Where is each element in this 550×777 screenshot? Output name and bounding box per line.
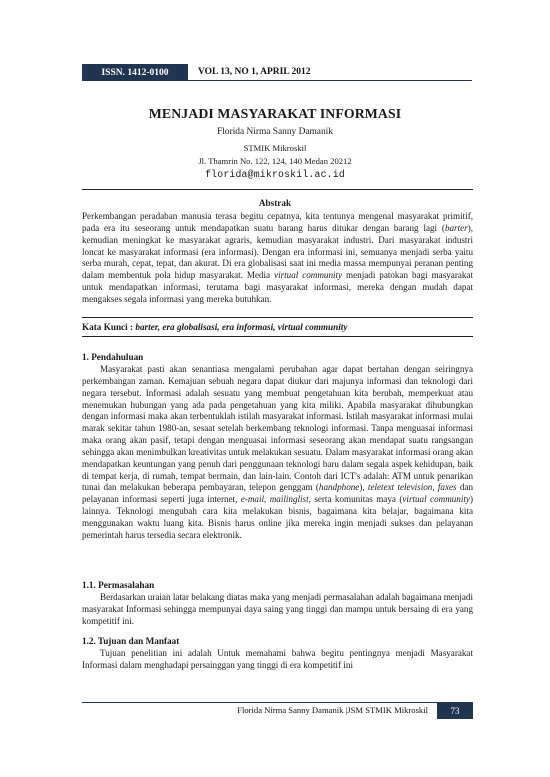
section-text-tujuan: Tujuan penelitian ini adalah Untuk memahami bahwa begitu pentingnya menjadi Masyarakat Informasi dalam menghadapi persainggan yang tinggi di era kompetitif ini	[82, 648, 473, 670]
keywords-value: barter, era globalisasi, era informasi, virtual community	[135, 322, 348, 332]
footer-text: Florida Nirma Sanny Damanik |JSM STMIK Mikroskil	[237, 705, 428, 715]
author-email[interactable]: florida@mikroskil.ac.id	[205, 169, 345, 180]
page-number: 73	[437, 702, 473, 719]
abstract-heading: Abstrak	[258, 198, 292, 208]
journal-header	[82, 64, 472, 81]
author-name: Florida Nirma Sanny Damanik	[217, 127, 333, 137]
section-text-pendahuluan: Masyarakat pasti akan senantiasa mengalami perubahan agar dapat bertahan dengan seiringnya perkembangan zaman. Kemajuan sebuah negara dapat diukur dari majunya informasi dan teknologi dari negara tersebut. Informasi adalah sesuatu yang membuat pengetahuan kita berubah, memperkuat atau menemukan hubungan yang ada pada pengetahuan yang kita miliki. Apabila masyarakat dihubungkan dengan informasi maka akan terbentuklah istilah masyarakat informasi. Istilah masyarakat informasi mulai marak sekitar tahun 1980-an, sesaat setelah berkembang teknologi informasi. Tanpa menguasai informasi maka orang akan pasif, tetapi dengan menguasai informasi seseorang akan mendapat suatu rangsangan sehingga akan menimbulkan kreativitas untuk melakukan sesuatu. Dalam masyarakat informasi orang akan mendapatkan keuntungan yang penuh dari penggunaan teknologi baru dalam segala aspek kehidupan, baik di tempat kerja, di rumah, tempat bermain, dan lain-lain. Contoh dari ICT's adalah: ATM untuk penarikan tunai dan melakukan beberapa pembayaran, telepon genggam (handphone), teletext television, faxes dan pelayanan informasi seperti juga internet, e-mail, mailinglist, serta komunitas maya (virtual community) lainnya. Teknologi mengubah cara kita melakukan bisnis, bagaimana kita belajar, bagaimana kita menggunakan waktu luang kita. Bisnis harus online jika mereka ingin menjadi sukses dan pelayanan pemerintah harus tersedia secara elektronik.	[82, 364, 474, 540]
section-heading-pendahuluan: 1. Pendahuluan	[82, 352, 144, 362]
section-heading-tujuan: 1.2. Tujuan dan Manfaat	[82, 636, 180, 646]
abstract-bottom-rule	[82, 317, 473, 318]
keywords	[82, 322, 473, 332]
section-text-permasalahan: Berdasarkan uraian latar belakang diatas maka yang menjadi permasalahan adalah bagaimana menjadi masyarakat Informasi sehingga mempunyai daya saing yang tinggi dan mampu untuk bersaing di era yang kompetitif ini.	[82, 592, 473, 626]
footer-rule	[82, 702, 473, 703]
author-address: Jl. Thamrin No. 122, 124, 140 Medan 20212	[198, 156, 352, 166]
section-heading-permasalahan: 1.1. Permasalahan	[82, 580, 155, 590]
author-institution: STMIK Mikroskil	[243, 143, 307, 153]
paper-title: MENJADI MASYARAKAT INFORMASI	[148, 106, 402, 121]
keywords-label: Kata Kunci :	[82, 322, 136, 332]
page-footer	[82, 702, 473, 719]
keywords-rule	[82, 336, 473, 337]
abstract-text: Perkembangan peradaban manusia terasa begitu cepatnya, kita tentunya mengenal masyarakat primitif, pada era itu seseorang untuk mendapatkan suatu barang harus ditukar dengan barang lagi (barter), kemudian meningkat ke masyarakat agraris, kemudian masyarakat industri. Dari masyarakat industri loncat ke masyarakat informasi (era informasi). Dengan era informasi ini, semuanya menjadi serba yaitu serba murah, cepat, tepat, dan akurat. Di era globalisasi saat ini media massa mempunyai peranan penting dalam membentuk pola hidup masyarakat. Media virtual community menjadi patokan bagi masyarakat untuk mendapatkan informasi, terutama bagi masyarakat informasi, mereka dengan mudah dapat mengakses segala informasi yang mereka butuhkan.	[82, 211, 473, 304]
volume-label: VOL 13, NO 1, APRIL 2012	[188, 64, 472, 81]
issn-label: ISSN. 1412-0100	[82, 64, 188, 81]
abstract-top-rule	[82, 189, 473, 190]
